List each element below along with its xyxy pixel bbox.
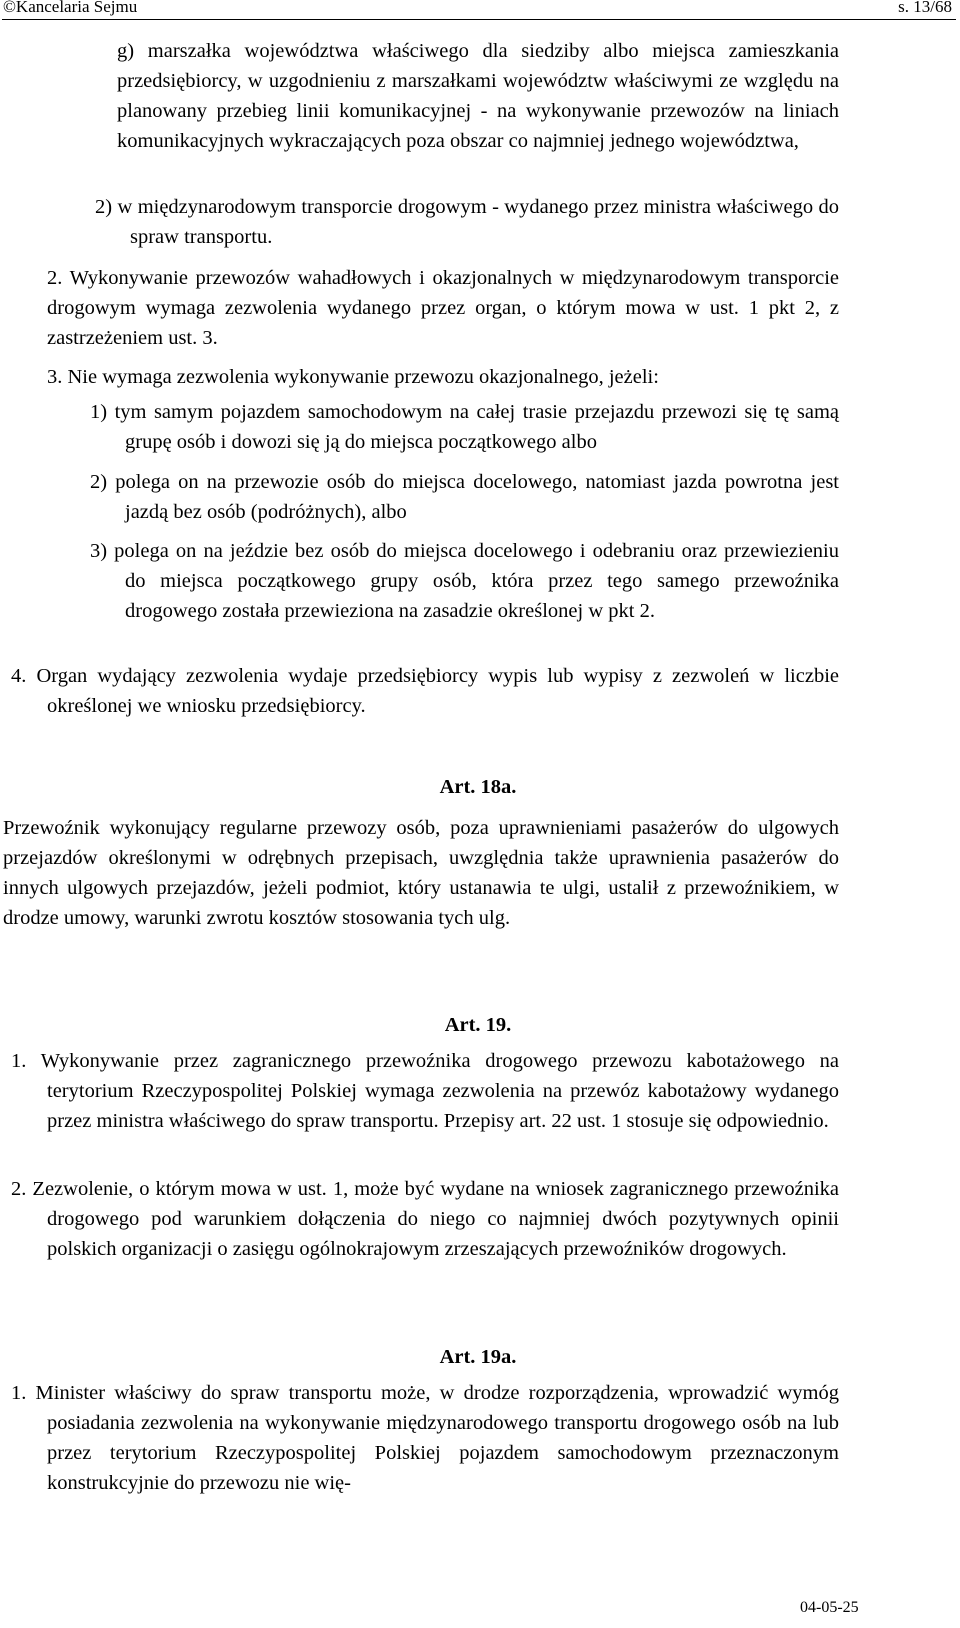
ust-3-point-2: 2) polega on na przewozie osób do miejsca docelowego, natomiast jazda powrotna jest jazdą bez osób (podróżnych), albo [90, 471, 839, 523]
article-18a-heading: Art. 18a. [439, 776, 517, 798]
paragraph-ust-2: 2. Wykonywanie przewozów wahadłowych i okazjonalnych w międzynarodowym transporcie drogowym wymaga zezwolenia wydanego przez organ, o którym mowa w ust. 1 pkt 2, z zastrzeżeniem ust. 3. [47, 267, 839, 349]
article-19-heading: Art. 19. [444, 1014, 512, 1036]
item-2-text: 2) w międzynarodowym transporcie drogowym - wydanego przez ministra właściwego do spraw transportu. [95, 196, 839, 248]
article-19a-heading: Art. 19a. [439, 1346, 517, 1368]
header-divider [2, 19, 956, 20]
paragraph-item-2 [95, 192, 839, 252]
page-number: s. 13/68 [898, 0, 952, 16]
article-19-ust-2: 2. Zezwolenie, o którym mowa w ust. 1, może być wydane na wniosek zagranicznego przewoźnika drogowego pod warunkiem dołączenia do niego co najmniej dwóch pozytywnych opinii polskich organizacji o zasięgu ogólnokrajowym zrzeszających przewoźników drogowych. [11, 1178, 839, 1260]
ust-3-point-3: 3) polega on na jeździe bez osób do miejsca docelowego i odebraniu oraz przewiezieniu do miejsca początkowego grupy osób, która przez tego samego przewoźnika drogowego została przewieziona na zasadzie określonej w pkt 2. [90, 540, 839, 622]
footer-date: 04-05-25 [800, 1599, 859, 1616]
article-18a-text: Przewoźnik wykonujący regularne przewozy osób, poza uprawnieniami pasażerów do ulgowych przejazdów określonymi w odrębnych przepisach, uwzględnia także uprawnienia pasażerów do innych ulgowych przejazdów, jeżeli podmiot, który ustanawia te ulgi, ustalił z przewoźnikiem, w drodze umowy, warunki zwrotu kosztów stosowania tych ulg. [3, 817, 839, 929]
ust-4-text: 4. Organ wydający zezwolenia wydaje przedsiębiorcy wypis lub wypisy z zezwoleń w liczbie określonej we wniosku przedsiębiorcy. [11, 665, 839, 717]
ust-3-point-1: 1) tym samym pojazdem samochodowym na całej trasie przejazdu przewozi się tę samą grupę osób i dowozi się ją do miejsca początkowego albo [90, 401, 839, 453]
article-19-ust-1: 1. Wykonywanie przez zagranicznego przewoźnika drogowego przewozu kabotażowego na terytorium Rzeczypospolitej Polskiej wymaga zezwolenia na przewóz kabotażowy wydanego przez ministra właściwego do spraw transportu. Przepisy art. 22 ust. 1 stosuje się odpowiednio. [11, 1050, 839, 1132]
article-19a-ust-1: 1. Minister właściwy do spraw transportu może, w drodze rozporządzenia, wprowadzić wymóg posiadania zezwolenia na wykonywanie międzynarodowego transportu drogowego osób na lub przez terytorium Rzeczypospolitej Polskiej pojazdem samochodowym przeznaczonym konstrukcyjnie do przewozu nie wię- [11, 1382, 839, 1494]
paragraph-ust-3: 3. Nie wymaga zezwolenia wykonywanie przewozu okazjonalnego, jeżeli: [47, 366, 659, 388]
paragraph-item-g: g) marszałka województwa właściwego dla siedziby albo miejsca zamieszkania przedsiębiorcy, w uzgodnieniu z marszałkami województw właściwymi ze względu na planowany przebieg linii komunikacyjnej - na wykonywanie przewozów na liniach komunikacyjnych wykraczających poza obszar co najmniej jednego województwa, [117, 40, 839, 152]
copyright-label: ©Kancelaria Sejmu [3, 0, 138, 16]
paragraph-ust-4 [11, 661, 839, 721]
